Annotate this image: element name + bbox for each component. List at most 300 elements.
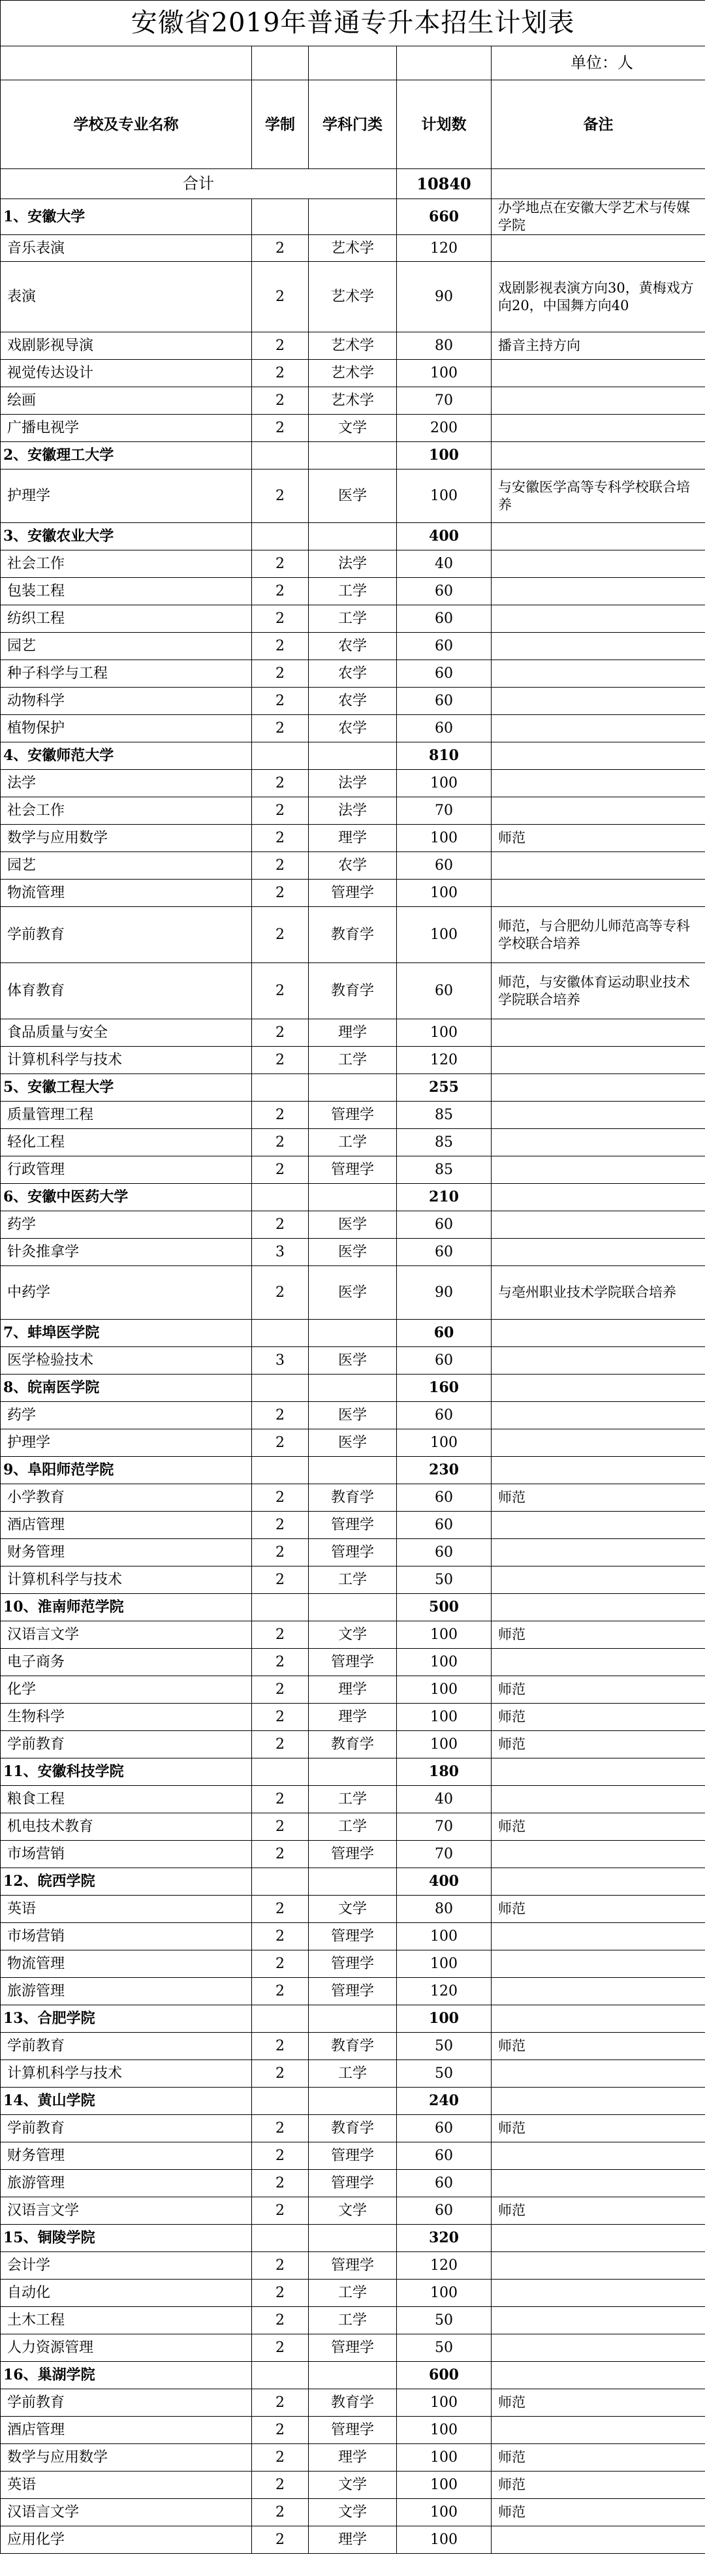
notes-cell: 师范: [492, 2197, 705, 2225]
plan-cell: 60: [397, 1239, 492, 1266]
years-cell: 2: [252, 2389, 309, 2417]
plan-cell: 60: [397, 2142, 492, 2170]
notes-cell: [492, 660, 705, 688]
category-cell: 文学: [309, 2197, 397, 2225]
major-name: 轻化工程: [1, 1129, 252, 1156]
category-cell: 法学: [309, 797, 397, 825]
notes-cell: 师范，与安徽体育运动职业技术学院联合培养: [492, 963, 705, 1019]
category-cell: 理学: [309, 1019, 397, 1047]
years-cell: 2: [252, 852, 309, 880]
major-name: 旅游管理: [1, 1978, 252, 2005]
major-name: 动物科学: [1, 688, 252, 715]
category-cell: 教育学: [309, 963, 397, 1019]
category-cell: [309, 523, 397, 550]
years-cell: 2: [252, 2472, 309, 2499]
notes-cell: [492, 1184, 705, 1211]
major-row: [1, 2197, 705, 2225]
years-cell: [252, 2088, 309, 2115]
notes-cell: 师范: [492, 2115, 705, 2142]
category-cell: 工学: [309, 2060, 397, 2088]
years-cell: [252, 1868, 309, 1896]
category-cell: 管理学: [309, 1923, 397, 1950]
major-row: [1, 1978, 705, 2005]
plan-cell: 50: [397, 2060, 492, 2088]
page-title: 安徽省2019年普通专升本招生计划表: [1, 1, 705, 46]
years-cell: 2: [252, 1156, 309, 1184]
major-name: 市场营销: [1, 1841, 252, 1868]
category-cell: 艺术学: [309, 332, 397, 360]
plan-cell: 70: [397, 1813, 492, 1841]
major-row: [1, 2472, 705, 2499]
university-plan-total: 230: [397, 1457, 492, 1484]
university-plan-total: 320: [397, 2225, 492, 2252]
major-name: 学前教育: [1, 2033, 252, 2060]
plan-cell: 60: [397, 852, 492, 880]
years-cell: 2: [252, 1786, 309, 1813]
major-name: 护理学: [1, 469, 252, 523]
years-cell: [252, 1320, 309, 1347]
major-row: [1, 605, 705, 633]
plan-cell: 120: [397, 1978, 492, 2005]
years-cell: 2: [252, 235, 309, 262]
plan-cell: 50: [397, 1566, 492, 1594]
major-name: 质量管理工程: [1, 1102, 252, 1129]
years-cell: 2: [252, 633, 309, 660]
major-row: [1, 2334, 705, 2362]
category-cell: [309, 2088, 397, 2115]
years-cell: 2: [252, 660, 309, 688]
category-cell: 工学: [309, 578, 397, 605]
notes-cell: 师范: [492, 1676, 705, 1704]
plan-cell: 100: [397, 469, 492, 523]
major-name: 音乐表演: [1, 235, 252, 262]
plan-cell: 70: [397, 797, 492, 825]
major-row: [1, 1102, 705, 1129]
notes-cell: [492, 1539, 705, 1566]
years-cell: 2: [252, 1211, 309, 1239]
major-name: 药学: [1, 1402, 252, 1429]
category-cell: 医学: [309, 1266, 397, 1320]
category-cell: 艺术学: [309, 235, 397, 262]
plan-cell: 100: [397, 360, 492, 387]
notes-cell: 戏剧影视表演方向30，黄梅戏方向20，中国舞方向40: [492, 262, 705, 332]
plan-cell: 85: [397, 1102, 492, 1129]
major-row: [1, 387, 705, 415]
university-plan-total: 400: [397, 1868, 492, 1896]
plan-cell: 100: [397, 1429, 492, 1457]
category-cell: 管理学: [309, 1539, 397, 1566]
plan-cell: 120: [397, 1047, 492, 1074]
plan-cell: 40: [397, 1786, 492, 1813]
major-row: [1, 2417, 705, 2444]
category-cell: 教育学: [309, 1731, 397, 1758]
notes-cell: [492, 1102, 705, 1129]
university-row: [1, 2362, 705, 2389]
plan-cell: 60: [397, 578, 492, 605]
years-cell: 2: [252, 2280, 309, 2307]
university-name: 12、皖西学院: [1, 1868, 252, 1896]
years-cell: 2: [252, 880, 309, 907]
university-row: [1, 1074, 705, 1102]
notes-cell: [492, 797, 705, 825]
major-name: 食品质量与安全: [1, 1019, 252, 1047]
notes-cell: 师范: [492, 1731, 705, 1758]
category-cell: 文学: [309, 2499, 397, 2526]
major-name: 数学与应用数学: [1, 2444, 252, 2472]
major-row: [1, 235, 705, 262]
plan-cell: 100: [397, 1676, 492, 1704]
university-name: 8、皖南医学院: [1, 1375, 252, 1402]
unit-label: 单位：人: [492, 46, 705, 80]
university-row: [1, 742, 705, 770]
major-name: 汉语言文学: [1, 2499, 252, 2526]
major-name: 包装工程: [1, 578, 252, 605]
major-name: 中药学: [1, 1266, 252, 1320]
years-cell: 2: [252, 1539, 309, 1566]
years-cell: 2: [252, 1731, 309, 1758]
major-row: [1, 1239, 705, 1266]
major-name: 计算机科学与技术: [1, 1566, 252, 1594]
notes-cell: [492, 770, 705, 797]
years-cell: 2: [252, 1019, 309, 1047]
major-row: [1, 2033, 705, 2060]
major-row: [1, 2170, 705, 2197]
major-row: [1, 1649, 705, 1676]
major-row: [1, 660, 705, 688]
years-cell: [252, 2225, 309, 2252]
notes-cell: [492, 2225, 705, 2252]
major-name: 行政管理: [1, 1156, 252, 1184]
university-row: [1, 1868, 705, 1896]
university-name: 6、安徽中医药大学: [1, 1184, 252, 1211]
header-years: 学制: [252, 80, 309, 169]
major-name: 财务管理: [1, 2142, 252, 2170]
major-name: 汉语言文学: [1, 1621, 252, 1649]
years-cell: [252, 1594, 309, 1621]
major-row: [1, 1019, 705, 1047]
notes-cell: 师范: [492, 1813, 705, 1841]
category-cell: 法学: [309, 550, 397, 578]
notes-cell: 师范，与合肥幼儿师范高等专科学校联合培养: [492, 907, 705, 963]
plan-cell: 100: [397, 770, 492, 797]
years-cell: 2: [252, 2170, 309, 2197]
years-cell: 2: [252, 1950, 309, 1978]
university-plan-total: 210: [397, 1184, 492, 1211]
major-row: [1, 1512, 705, 1539]
major-name: 学前教育: [1, 907, 252, 963]
major-row: [1, 1211, 705, 1239]
header-plan: 计划数: [397, 80, 492, 169]
university-plan-total: 240: [397, 2088, 492, 2115]
notes-cell: [492, 1211, 705, 1239]
plan-cell: 60: [397, 1512, 492, 1539]
major-name: 汉语言文学: [1, 2197, 252, 2225]
university-row: [1, 1594, 705, 1621]
category-cell: 管理学: [309, 1950, 397, 1978]
major-name: 广播电视学: [1, 415, 252, 442]
header-row: [1, 80, 705, 169]
plan-cell: 60: [397, 633, 492, 660]
notes-cell: [492, 2417, 705, 2444]
years-cell: 2: [252, 1978, 309, 2005]
plan-cell: 60: [397, 1402, 492, 1429]
university-plan-total: 600: [397, 2362, 492, 2389]
plan-cell: 100: [397, 907, 492, 963]
years-cell: 2: [252, 770, 309, 797]
years-cell: 2: [252, 1923, 309, 1950]
major-name: 物流管理: [1, 880, 252, 907]
notes-cell: [492, 523, 705, 550]
notes-cell: 与亳州职业技术学院联合培养: [492, 1266, 705, 1320]
major-row: [1, 2060, 705, 2088]
category-cell: 管理学: [309, 2252, 397, 2280]
university-plan-total: 400: [397, 523, 492, 550]
major-name: 酒店管理: [1, 1512, 252, 1539]
notes-cell: [492, 1457, 705, 1484]
plan-cell: 100: [397, 2499, 492, 2526]
plan-cell: 50: [397, 2307, 492, 2334]
major-name: 机电技术教育: [1, 1813, 252, 1841]
category-cell: 农学: [309, 660, 397, 688]
years-cell: 2: [252, 1129, 309, 1156]
category-cell: [309, 1758, 397, 1786]
category-cell: 农学: [309, 852, 397, 880]
category-cell: 法学: [309, 770, 397, 797]
category-cell: 文学: [309, 1896, 397, 1923]
plan-cell: 60: [397, 1484, 492, 1512]
notes-cell: [492, 2362, 705, 2389]
major-row: [1, 2252, 705, 2280]
category-cell: 管理学: [309, 1978, 397, 2005]
notes-cell: [492, 2307, 705, 2334]
university-plan-total: 500: [397, 1594, 492, 1621]
notes-cell: [492, 1868, 705, 1896]
university-row: [1, 199, 705, 235]
notes-cell: [492, 2170, 705, 2197]
major-row: [1, 715, 705, 742]
years-cell: [252, 2005, 309, 2033]
notes-cell: 与安徽医学高等专科学校联合培养: [492, 469, 705, 523]
notes-cell: [492, 387, 705, 415]
years-cell: 2: [252, 550, 309, 578]
years-cell: 2: [252, 715, 309, 742]
category-cell: [309, 442, 397, 469]
category-cell: [309, 199, 397, 235]
major-row: [1, 1896, 705, 1923]
major-name: 市场营销: [1, 1923, 252, 1950]
plan-cell: 60: [397, 1539, 492, 1566]
major-row: [1, 1566, 705, 1594]
years-cell: [252, 442, 309, 469]
notes-cell: [492, 1978, 705, 2005]
university-row: [1, 442, 705, 469]
notes-cell: [492, 1129, 705, 1156]
notes-cell: [492, 2334, 705, 2362]
category-cell: 艺术学: [309, 387, 397, 415]
notes-cell: [492, 1923, 705, 1950]
university-name: 10、淮南师范学院: [1, 1594, 252, 1621]
category-cell: 管理学: [309, 1649, 397, 1676]
notes-cell: 师范: [492, 1484, 705, 1512]
category-cell: 文学: [309, 2472, 397, 2499]
notes-cell: [492, 2252, 705, 2280]
major-name: 医学检验技术: [1, 1347, 252, 1375]
major-row: [1, 852, 705, 880]
category-cell: [309, 1320, 397, 1347]
notes-cell: 师范: [492, 2444, 705, 2472]
major-row: [1, 1402, 705, 1429]
total-label: 合计: [1, 169, 397, 199]
university-plan-total: 810: [397, 742, 492, 770]
years-cell: 2: [252, 1402, 309, 1429]
plan-cell: 70: [397, 1841, 492, 1868]
header-notes: 备注: [492, 80, 705, 169]
category-cell: 工学: [309, 2307, 397, 2334]
notes-cell: [492, 880, 705, 907]
notes-cell: [492, 715, 705, 742]
notes-cell: 师范: [492, 2499, 705, 2526]
notes-cell: [492, 2060, 705, 2088]
notes-cell: [492, 2088, 705, 2115]
major-row: [1, 1950, 705, 1978]
major-name: 社会工作: [1, 797, 252, 825]
major-row: [1, 1813, 705, 1841]
category-cell: 工学: [309, 1813, 397, 1841]
category-cell: [309, 2005, 397, 2033]
major-name: 计算机科学与技术: [1, 1047, 252, 1074]
plan-cell: 85: [397, 1129, 492, 1156]
plan-cell: 100: [397, 1019, 492, 1047]
years-cell: 2: [252, 2033, 309, 2060]
category-cell: [309, 1375, 397, 1402]
notes-cell: [492, 742, 705, 770]
major-row: [1, 550, 705, 578]
plan-cell: 60: [397, 715, 492, 742]
major-name: 绘画: [1, 387, 252, 415]
major-name: 人力资源管理: [1, 2334, 252, 2362]
category-cell: 教育学: [309, 2115, 397, 2142]
years-cell: [252, 1074, 309, 1102]
category-cell: 医学: [309, 469, 397, 523]
years-cell: 2: [252, 1896, 309, 1923]
plan-cell: 60: [397, 1347, 492, 1375]
plan-cell: 100: [397, 825, 492, 852]
major-name: 园艺: [1, 852, 252, 880]
major-name: 自动化: [1, 2280, 252, 2307]
major-name: 种子科学与工程: [1, 660, 252, 688]
plan-cell: 60: [397, 2115, 492, 2142]
years-cell: 2: [252, 2252, 309, 2280]
category-cell: 农学: [309, 688, 397, 715]
university-plan-total: 180: [397, 1758, 492, 1786]
major-row: [1, 1429, 705, 1457]
plan-cell: 80: [397, 332, 492, 360]
category-cell: [309, 2225, 397, 2252]
years-cell: 2: [252, 2060, 309, 2088]
university-row: [1, 2005, 705, 2033]
plan-cell: 100: [397, 2472, 492, 2499]
years-cell: 2: [252, 387, 309, 415]
notes-cell: [492, 1019, 705, 1047]
years-cell: 2: [252, 2526, 309, 2554]
university-name: 1、安徽大学: [1, 199, 252, 235]
notes-cell: [492, 1347, 705, 1375]
category-cell: 工学: [309, 1129, 397, 1156]
years-cell: 2: [252, 360, 309, 387]
years-cell: 2: [252, 2307, 309, 2334]
major-name: 电子商务: [1, 1649, 252, 1676]
major-name: 土木工程: [1, 2307, 252, 2334]
years-cell: 2: [252, 1649, 309, 1676]
notes-cell: [492, 1402, 705, 1429]
years-cell: 2: [252, 2334, 309, 2362]
years-cell: 2: [252, 2444, 309, 2472]
notes-cell: [492, 1320, 705, 1347]
university-name: 4、安徽师范大学: [1, 742, 252, 770]
major-name: 药学: [1, 1211, 252, 1239]
major-row: [1, 688, 705, 715]
major-row: [1, 963, 705, 1019]
category-cell: 管理学: [309, 1512, 397, 1539]
major-row: [1, 633, 705, 660]
notes-cell: 师范: [492, 1896, 705, 1923]
notes-cell: [492, 1950, 705, 1978]
plan-cell: 100: [397, 2389, 492, 2417]
plan-cell: 100: [397, 1649, 492, 1676]
major-row: [1, 907, 705, 963]
years-cell: 2: [252, 469, 309, 523]
category-cell: 管理学: [309, 2170, 397, 2197]
category-cell: 农学: [309, 715, 397, 742]
major-name: 表演: [1, 262, 252, 332]
notes-cell: [492, 633, 705, 660]
plan-cell: 100: [397, 880, 492, 907]
major-row: [1, 1621, 705, 1649]
category-cell: 管理学: [309, 880, 397, 907]
major-row: [1, 1786, 705, 1813]
notes-cell: [492, 1047, 705, 1074]
years-cell: 2: [252, 2499, 309, 2526]
years-cell: 2: [252, 1813, 309, 1841]
header-name: 学校及专业名称: [1, 80, 252, 169]
major-name: 计算机科学与技术: [1, 2060, 252, 2088]
major-row: [1, 332, 705, 360]
notes-cell: [492, 1566, 705, 1594]
plan-cell: 90: [397, 1266, 492, 1320]
category-cell: 管理学: [309, 1156, 397, 1184]
years-cell: 2: [252, 825, 309, 852]
years-cell: [252, 1184, 309, 1211]
years-cell: 2: [252, 1484, 309, 1512]
years-cell: 2: [252, 415, 309, 442]
category-cell: 理学: [309, 2526, 397, 2554]
major-name: 英语: [1, 2472, 252, 2499]
years-cell: 2: [252, 1512, 309, 1539]
major-name: 体育教育: [1, 963, 252, 1019]
major-name: 财务管理: [1, 1539, 252, 1566]
notes-cell: [492, 415, 705, 442]
university-name: 3、安徽农业大学: [1, 523, 252, 550]
major-row: [1, 578, 705, 605]
major-name: 学前教育: [1, 2115, 252, 2142]
major-row: [1, 1129, 705, 1156]
notes-cell: [492, 578, 705, 605]
category-cell: 医学: [309, 1429, 397, 1457]
years-cell: 2: [252, 1566, 309, 1594]
major-row: [1, 1539, 705, 1566]
notes-cell: [492, 1512, 705, 1539]
major-row: [1, 2307, 705, 2334]
